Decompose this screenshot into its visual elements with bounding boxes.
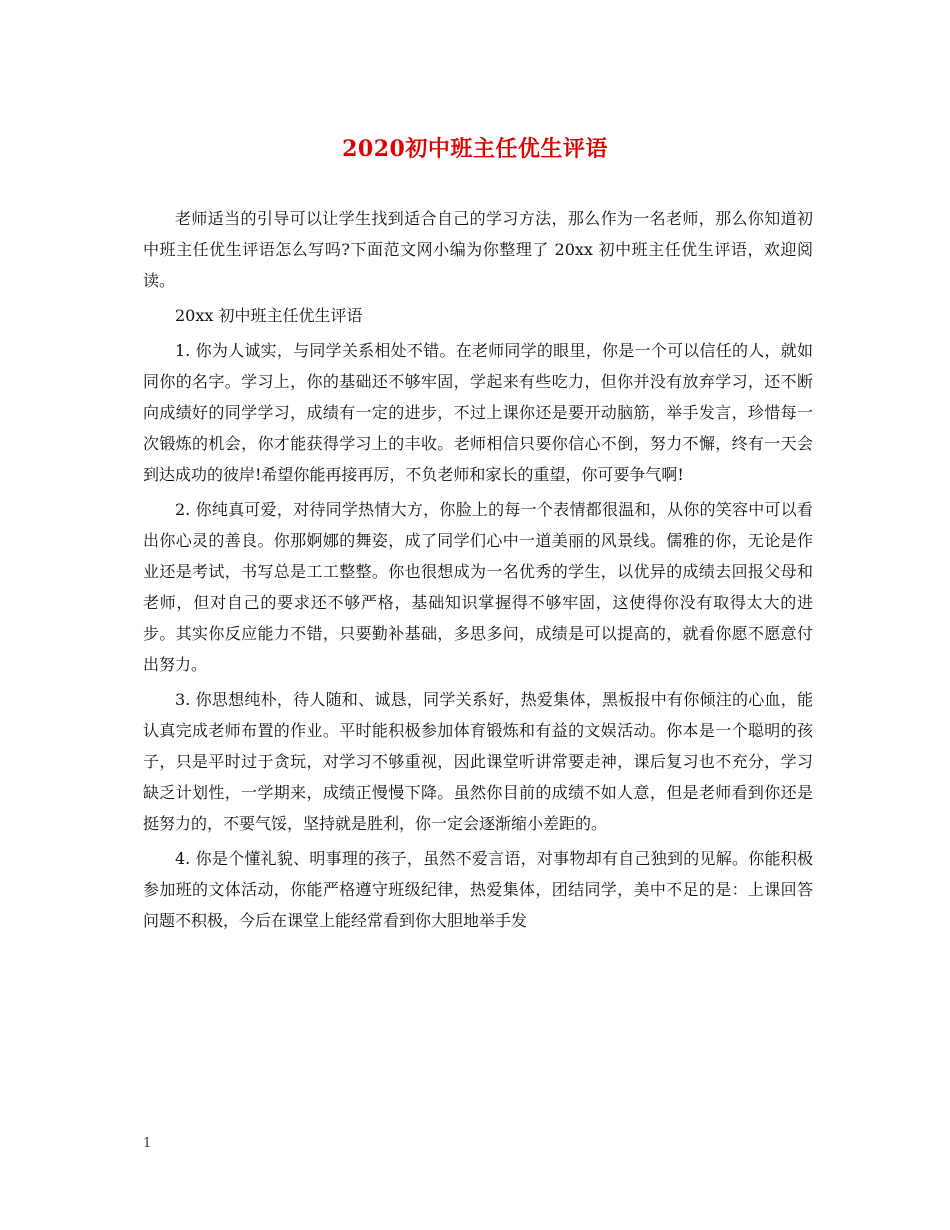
comment-paragraph-2: 2. 你纯真可爱，对待同学热情大方，你脸上的每一个表情都很温和，从你的笑容中可以看出你心灵的善良。你那婀娜的舞姿，成了同学们心中一道美丽的风景线。儒雅的你，无论是作业还是考试，书写总是工工整整。你也很想成为一名优秀的学生，以优异的成绩去回报父母和老师，但对自己的要求还不够严格，基础知识掌握得不够牢固，这使得你没有取得太大的进步。其实你反应能力不错，只要勤补基础，多思多问，成绩是可以提高的，就看你愿不愿意付出努力。 — [143, 500, 813, 674]
comment-paragraph-3: 3. 你思想纯朴，待人随和、诚恳，同学关系好，热爱集体，黑板报中有你倾注的心血，能认真完成老师布置的作业。平时能积极参加体育锻炼和有益的文娱活动。你本是一个聪明的孩子，只是平时过于贪玩，对学习不够重视，因此课堂听讲常要走神，课后复习也不充分，学习缺乏计划性，一学期来，成绩正慢慢下降。虽然你目前的成绩不如人意，但是老师看到你还是挺努力的，不要气馁，坚持就是胜利，你一定会逐渐缩小差距的。 — [143, 690, 813, 833]
section-subheading: 20xx 初中班主任优生评语 — [175, 306, 363, 325]
document-body — [143, 203, 813, 940]
comment-paragraph-1: 1. 你为人诚实，与同学关系相处不错。在老师同学的眼里，你是一个可以信任的人，就如同你的名字。学习上，你的基础还不够牢固，学起来有些吃力，但你并没有放弃学习，还不断向成绩好的同学学习，成绩有一定的进步，不过上课你还是要开动脑筋，举手发言，珍惜每一次锻炼的机会，你才能获得学习上的丰收。老师相信只要你信心不倒，努力不懈，终有一天会到达成功的彼岸!希望你能再接再厉，不负老师和家长的重望，你可要争气啊! — [143, 341, 813, 484]
intro-paragraph: 老师适当的引导可以让学生找到适合自己的学习方法，那么作为一名老师，那么你知道初中班主任优生评语怎么写吗?下面范文网小编为你整理了 20xx 初中班主任优生评语，欢迎阅读。 — [143, 209, 813, 290]
document-title: 2020初中班主任优生评语 — [342, 136, 608, 162]
page-number: 1 — [143, 1136, 152, 1151]
comment-paragraph-4: 4. 你是个懂礼貌、明事理的孩子，虽然不爱言语，对事物却有自己独到的见解。你能积极参加班的文体活动，你能严格遵守班级纪律，热爱集体，团结同学，美中不足的是：上课回答问题不积极，今后在课堂上能经常看到你大胆地举手发 — [143, 849, 813, 930]
